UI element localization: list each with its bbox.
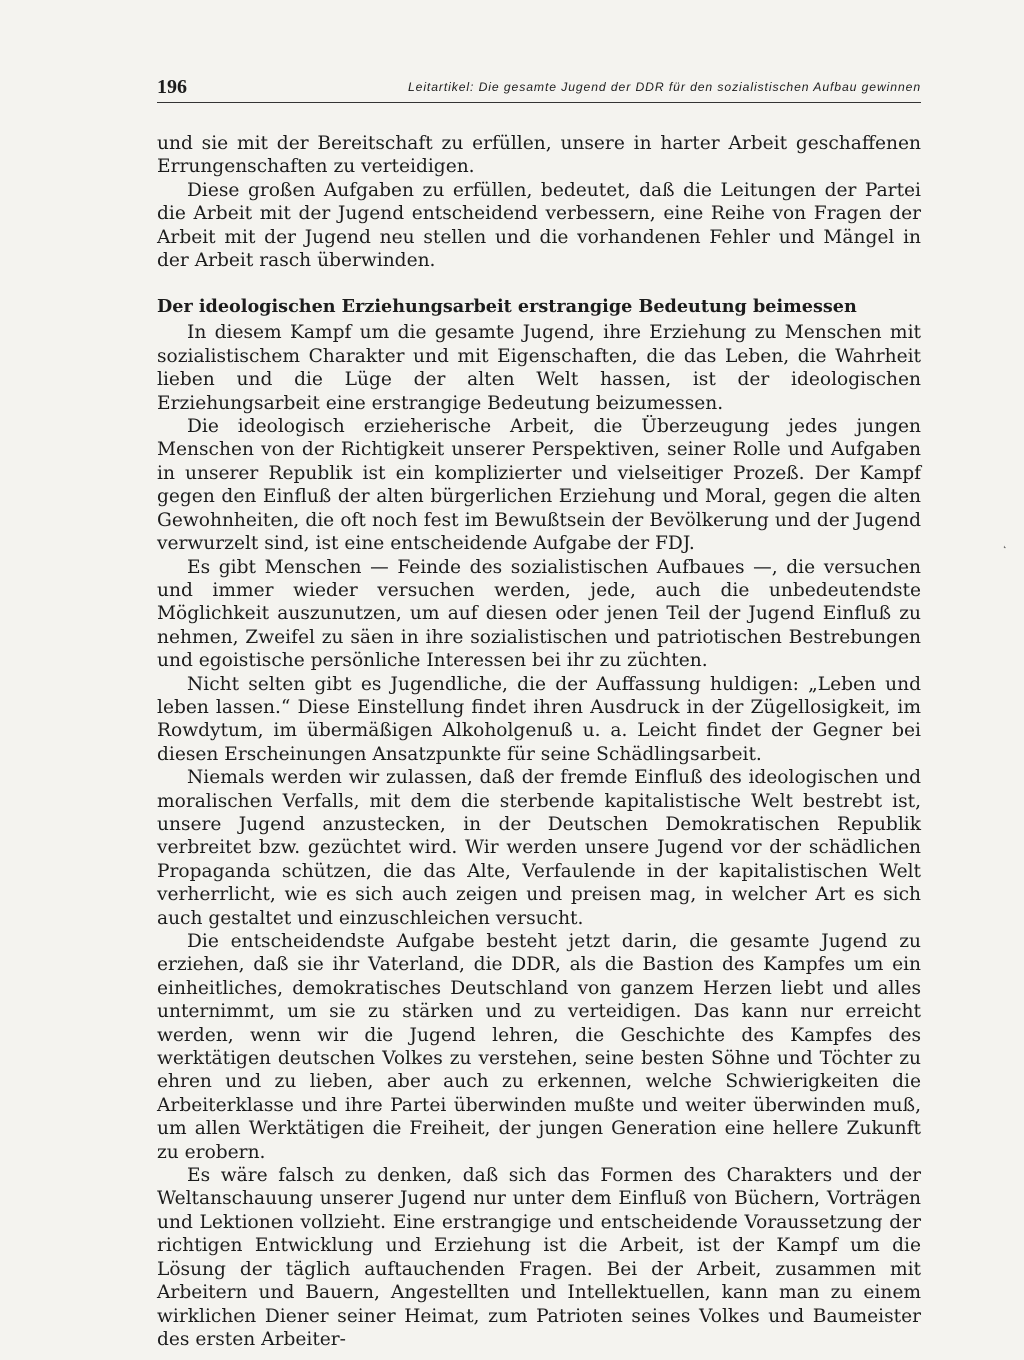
paragraph-9: Es wäre falsch zu denken, daß sich das Formen des Charakters und der Weltanschauung unserer Jugend nur unter dem Einfluß von Büchern, Vorträgen und Lektionen vollzieht. Eine erstrangige und entscheidende Voraussetzung der richtigen Entwicklung und Erziehung ist die Arbeit, ist der Kampf um die Lösung der täglich auftauchenden Fragen. Bei der Arbeit, zusammen mit Arbeitern und Bauern, Angestellten und Intellektuellen, kann man zu einem wirklichen Diener seiner Heimat, zum Patrioten seines Volkes und Baumeister des ersten Arbeiter- [157, 1165, 921, 1350]
paragraph-5: Es gibt Menschen — Feinde des sozialistischen Aufbaues —, die versuchen und immer wieder versuchen werden, jede, auch die unbedeutendste Möglichkeit auszunutzen, um auf diesen oder jenen Teil der Jugend Einfluß zu nehmen, Zweifel zu säen in ihre sozialistischen und patriotischen Bestrebungen und egoistische persönliche Interessen bei ihr zu züchten. [157, 556, 921, 672]
paragraph-1: und sie mit der Bereitschaft zu erfüllen, unsere in harter Arbeit geschaffenen Errungenschaften zu verteidigen. [157, 133, 921, 178]
margin-mark: ˛ [1002, 536, 1008, 549]
paragraph-3: In diesem Kampf um die gesamte Jugend, ihre Erziehung zu Menschen mit sozialistischem Charakter und mit Eigenschaften, die das Leben, die Wahrheit lieben und die Lüge der alten Welt hassen, ist der ideologischen Erziehungsarbeit eine erstrangige Bedeutung beizumessen. [157, 322, 921, 414]
paragraph-7: Niemals werden wir zulassen, daß der fremde Einfluß des ideologischen und moralischen Verfalls, mit dem die sterbende kapitalistische Welt bestrebt ist, unsere Jugend anzustecken, in der Deutschen Demokratischen Republik verbreitet bzw. gezüchtet wird. Wir werden unsere Jugend vor der schädlichen Propaganda schützen, die das Alte, Verfaulende in der kapitalistischen Welt verherrlicht, wie es sich auch zeigen und preisen mag, in welcher Art es sich auch gestaltet und einzuschleichen versucht. [157, 767, 921, 929]
running-title: Leitartikel: Die gesamte Jugend der DDR für den sozialistischen Aufbau gewinnen [407, 80, 921, 94]
paragraph-4: Die ideologisch erzieherische Arbeit, die Überzeugung jedes jungen Menschen von der Richtigkeit unserer Perspektiven, seiner Rolle und Aufgaben in unserer Republik ist ein komplizierter und vielseitiger Prozeß. Der Kampf gegen den Einfluß der alten bürgerlichen Erziehung und Moral, gegen die alten Gewohnheiten, die oft noch fest im Bewußtsein der Bevölkerung und der Jugend verwurzelt sind, ist eine entscheidende Aufgabe der FDJ. [157, 416, 921, 555]
page-number: 196 [157, 76, 187, 98]
page-header [157, 76, 921, 103]
article-body [157, 132, 921, 1351]
paragraph-8: Die entscheidendste Aufgabe besteht jetzt darin, die gesamte Jugend zu erziehen, daß sie ihr Vaterland, die DDR, als die Bastion des Kampfes um ein einheitliches, demokratisches Deutschland von ganzem Herzen liebt und alles unternimmt, um sie zu stärken und zu verteidigen. Das kann nur erreicht werden, wenn wir die Jugend lehren, die Geschichte des Kampfes des werktätigen deutschen Volkes zu verstehen, seine besten Söhne und Töchter zu ehren und zu lieben, aber auch zu erkennen, welche Schwierigkeiten die Arbeiterklasse und ihre Partei überwinden mußte und weiter überwinden muß, um allen Werktätigen die Freiheit, der jungen Generation eine hellere Zukunft zu erobern. [157, 931, 921, 1163]
paragraph-2: Diese großen Aufgaben zu erfüllen, bedeutet, daß die Leitungen der Partei die Arbeit mit der Jugend entscheidend verbessern, eine Reihe von Fragen der Arbeit mit der Jugend neu stellen und die vorhandenen Fehler und Mängel in der Arbeit rasch überwinden. [157, 179, 921, 272]
section-heading: Der ideologischen Erziehungsarbeit erstrangige Bedeutung beimessen [157, 296, 857, 318]
paragraph-6: Nicht selten gibt es Jugendliche, die der Auffassung huldigen: „Leben und leben lassen.“ Diese Einstellung findet ihren Ausdruck in der Zügellosigkeit, im Rowdytum, im übermäßigen Alkoholgenuß u. a. Leicht findet der Gegner bei diesen Erscheinungen Ansatzpunkte für seine Schädlingsarbeit. [157, 673, 921, 765]
